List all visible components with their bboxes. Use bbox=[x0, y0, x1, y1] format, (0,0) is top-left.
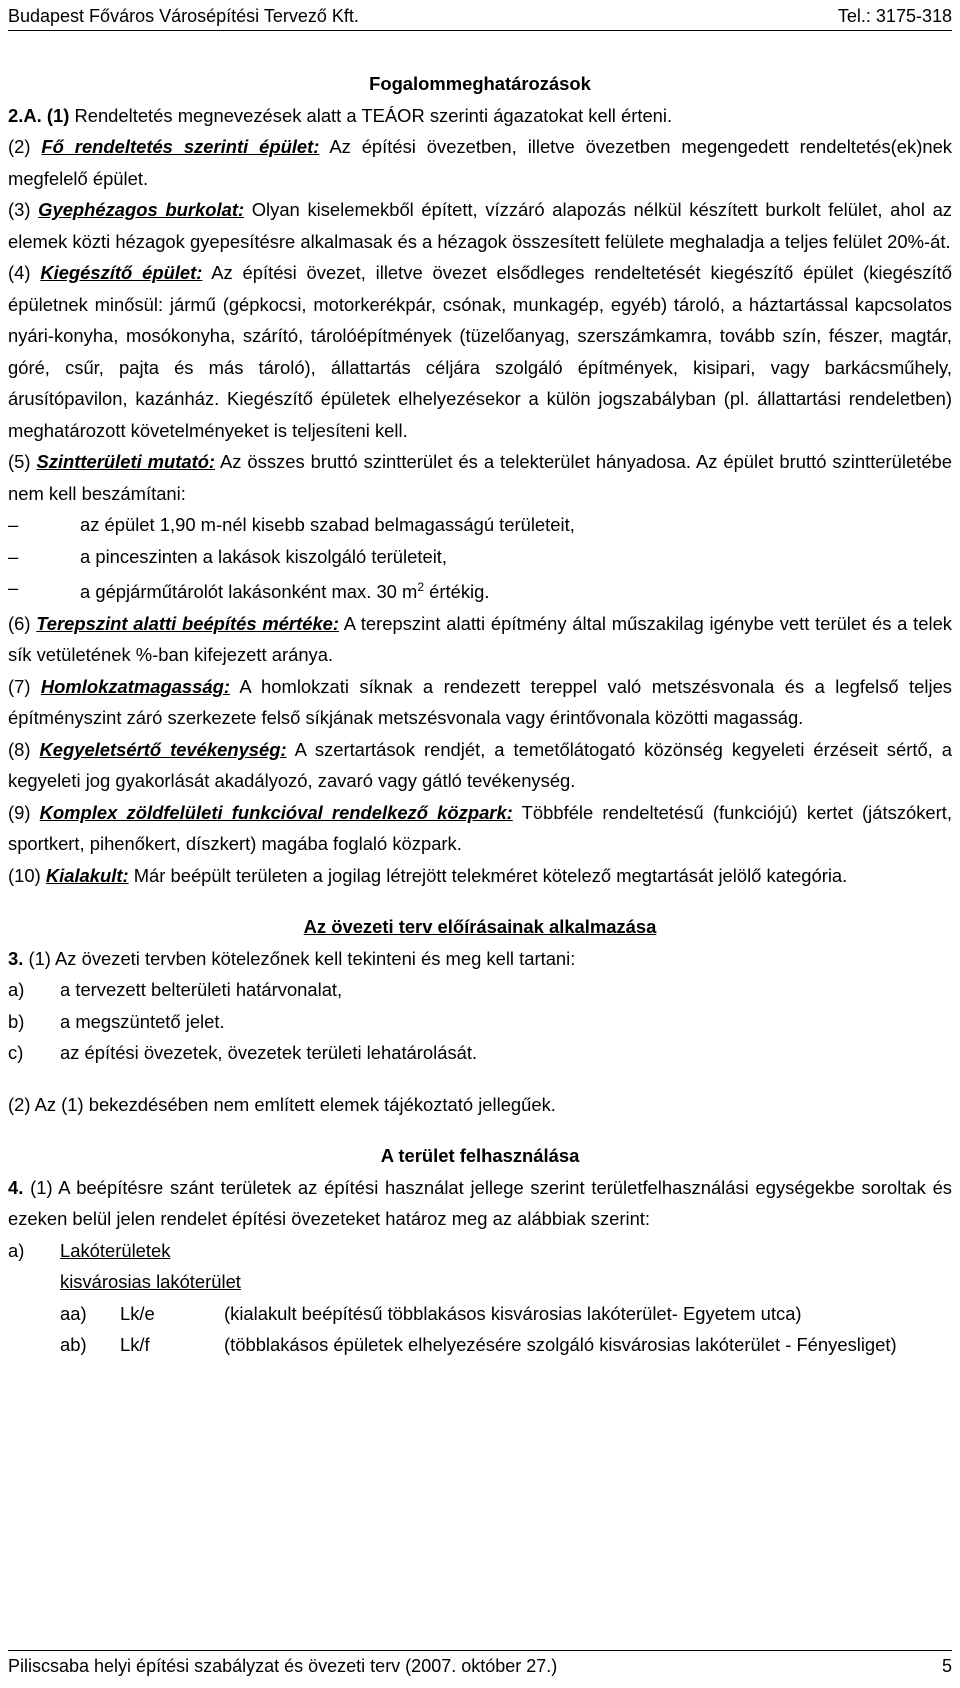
list-mark: a) bbox=[8, 979, 25, 1001]
paragraph-4 bbox=[8, 257, 952, 446]
row-zone: Lk/e bbox=[120, 1302, 155, 1324]
section-title-text: Az övezeti terv előírásainak alkalmazása bbox=[303, 916, 657, 938]
list-item bbox=[8, 1037, 952, 1069]
dash-mark: – bbox=[8, 577, 19, 598]
list-item bbox=[8, 509, 952, 541]
row-description: (kialakult beépítésű többlakásos kisvárosias lakóterület- Egyetem utca) bbox=[224, 1302, 802, 1324]
paragraph-3-1 bbox=[8, 943, 952, 975]
table-row bbox=[8, 1298, 952, 1330]
term: Terepszint alatti beépítés mértéke: bbox=[36, 612, 340, 634]
paragraph-text: A terepszint alatti építmény által műszakilag igénybe vett terület és a telek sík vetületének %-ban kifejezett aránya. bbox=[8, 612, 952, 666]
list-mark: b) bbox=[8, 1010, 25, 1032]
paragraph-3 bbox=[8, 194, 952, 257]
paragraph-number: 4. bbox=[8, 1176, 31, 1198]
row-code: aa) bbox=[60, 1302, 87, 1324]
paragraph-8 bbox=[8, 734, 952, 797]
paragraph-text: Olyan kiselemekből épített, vízzáró alapozás nélkül készített burkolt felület, ahol az elemek közti hézagok gyepesítésre alkalmasak és a hézagok összesített felülete meghaladja a teljes felület 20%-át. bbox=[8, 199, 953, 252]
footer-title: Piliscsaba helyi építési szabályzat és övezeti terv (2007. október 27.) bbox=[8, 1656, 558, 1676]
term: Kiegészítő épület: bbox=[40, 262, 203, 283]
paragraph-text: Az összes bruttó szintterület és a telekterület hányadosa. Az épület bruttó szintterületébe nem kell beszámítani: bbox=[8, 451, 952, 504]
section-title-definitions: Fogalommeghatározások bbox=[369, 73, 591, 94]
term: Homlokzatmagasság: bbox=[40, 675, 230, 697]
paragraph-number: (7) bbox=[8, 675, 41, 697]
page-footer bbox=[8, 1650, 952, 1681]
list-item-text: a megszüntető jelet. bbox=[60, 1010, 225, 1032]
row-description: (többlakásos épületek elhelyezésére szolgáló kisvárosias lakóterület - Fényesliget) bbox=[224, 1334, 897, 1356]
table-row bbox=[8, 1329, 952, 1361]
section-title-land-use: A terület felhasználása bbox=[380, 1145, 580, 1167]
row-code: ab) bbox=[60, 1334, 87, 1356]
superscript: 2 bbox=[417, 580, 425, 594]
section-title-zoning-plan bbox=[8, 911, 952, 943]
row-zone: Lk/f bbox=[120, 1334, 150, 1356]
paragraph-number: (2) bbox=[8, 136, 42, 157]
paragraph-2a-1 bbox=[8, 100, 952, 132]
list-item bbox=[8, 1235, 952, 1267]
paragraph-6 bbox=[8, 608, 952, 671]
sub-heading-text: kisvárosias lakóterület bbox=[60, 1271, 241, 1293]
page-header bbox=[8, 4, 952, 31]
list-item-text: a pinceszinten a lakások kiszolgáló területeit, bbox=[80, 545, 447, 567]
page-number: 5 bbox=[941, 1656, 952, 1676]
list-item-text-pre: a gépjárműtárolót lakásonként max. 30 m bbox=[80, 581, 418, 603]
paragraph-text: Az építési övezet, illetve övezet elsődleges rendeltetését kiegészítő épület (kiegészítő épületnek minősül: jármű (gépkocsi, motorkerékpár, csónak, munkagép, egyéb) tároló, a háztartással kapcsolatos nyári-konyha, mosókonyha, szárító, tárolóépítmények (tüzelőanyag, szerszámkamra, tovább szín, fészer, magtár, góré, csűr, pajta és más tároló), állattartás céljára szolgáló építmények, kisipari, vagy barkácsműhely, árusítópavilon, kazánház. Kiegészítő épületek elhelyezésekor a külön jogszabályban (pl. állattartási rendeletben) meghatározott követelményeket is teljesíteni kell. bbox=[8, 262, 952, 441]
paragraph-number: (9) bbox=[8, 801, 40, 823]
term: Gyephézagos burkolat: bbox=[38, 199, 245, 220]
paragraph-number: (4) bbox=[8, 262, 41, 283]
list-item-text: az építési övezetek, övezetek területi lehatárolását. bbox=[60, 1042, 478, 1064]
term: Komplex zöldfelületi funkcióval rendelkező közpark: bbox=[39, 801, 513, 823]
list-item-text: a tervezett belterületi határvonalat, bbox=[60, 979, 343, 1001]
paragraph-text: Az építési övezetben, illetve övezetben megengedett rendeltetés(ek)nek megfelelő épület. bbox=[8, 136, 952, 189]
paragraph-text: A homlokzati síknak a rendezett tereppel való metszésvonala és a legfelső teljes építményszint záró szerkezete felső síkjának metszésvonala vagy érintővonala közötti magasság. bbox=[8, 675, 952, 729]
dash-mark: – bbox=[8, 514, 19, 535]
paragraph-2 bbox=[8, 131, 952, 194]
paragraph-9 bbox=[8, 797, 952, 860]
list-mark: a) bbox=[8, 1239, 25, 1261]
paragraph-3-2: (2) Az (1) bekezdésében nem említett elemek tájékoztató jellegűek. bbox=[8, 1093, 556, 1115]
paragraph-text: (1) Az övezeti tervben kötelezőnek kell tekinteni és meg kell tartani: bbox=[28, 947, 576, 969]
list-item bbox=[8, 1006, 952, 1038]
dash-mark: – bbox=[8, 545, 19, 567]
paragraph-text: Már beépült területen a jogilag létrejött telekméret kötelező megtartását jelölő kategória. bbox=[128, 864, 848, 886]
list-item-text bbox=[80, 572, 489, 608]
paragraph-number: (10) bbox=[8, 864, 46, 886]
term: Fő rendeltetés szerinti épület: bbox=[41, 136, 320, 157]
paragraph-text: Rendeltetés megnevezések alatt a TEÁOR szerinti ágazatokat kell érteni. bbox=[69, 104, 673, 126]
paragraph-5 bbox=[8, 446, 952, 509]
paragraph-text: (1) A beépítésre szánt területek az építési használat jellege szerint területfelhasználási egységekbe soroltak és ezeken belül jelen rendelet építési övezeteket határoz meg az alábbiak szerint: bbox=[8, 1176, 953, 1230]
header-company: Budapest Főváros Városépítési Tervező Kft. bbox=[8, 6, 359, 26]
paragraph-number: (8) bbox=[8, 738, 40, 760]
paragraph-text: A szertartások rendjét, a temetőlátogató közönség kegyeleti érzéseit sértő, a kegyeleti jog gyakorlását akadályozó, zavaró vagy gátló tevékenység. bbox=[8, 738, 953, 792]
paragraph-number: 2.A. (1) bbox=[8, 104, 70, 126]
term: Kialakult: bbox=[45, 864, 129, 886]
term: Kegyeletsértő tevékenység: bbox=[39, 738, 287, 760]
term: Szintterületi mutató: bbox=[36, 451, 216, 472]
paragraph-number: (6) bbox=[8, 612, 37, 634]
sub-heading bbox=[8, 1266, 952, 1298]
list-item-text: az épület 1,90 m-nél kisebb szabad belmagasságú területeit, bbox=[80, 514, 575, 535]
list-item-text-post: értékig. bbox=[424, 581, 490, 603]
list-mark: c) bbox=[8, 1042, 24, 1064]
paragraph-4-1 bbox=[8, 1172, 952, 1235]
document-body bbox=[8, 68, 952, 1361]
paragraph-7 bbox=[8, 671, 952, 734]
paragraph-number: 3. bbox=[8, 947, 29, 969]
paragraph-number: (3) bbox=[8, 199, 39, 220]
header-phone: Tel.: 3175-318 bbox=[837, 6, 952, 26]
list-item bbox=[8, 974, 952, 1006]
paragraph-10 bbox=[8, 860, 952, 892]
list-item-text: Lakóterületek bbox=[60, 1239, 171, 1261]
paragraph-number: (5) bbox=[8, 451, 37, 472]
list-item bbox=[8, 541, 952, 573]
list-item bbox=[8, 572, 952, 608]
paragraph-text: Többféle rendeltetésű (funkciójú) kertet (játszókert, sportkert, pihenőkert, díszkert) magába foglaló közpark. bbox=[8, 801, 952, 855]
